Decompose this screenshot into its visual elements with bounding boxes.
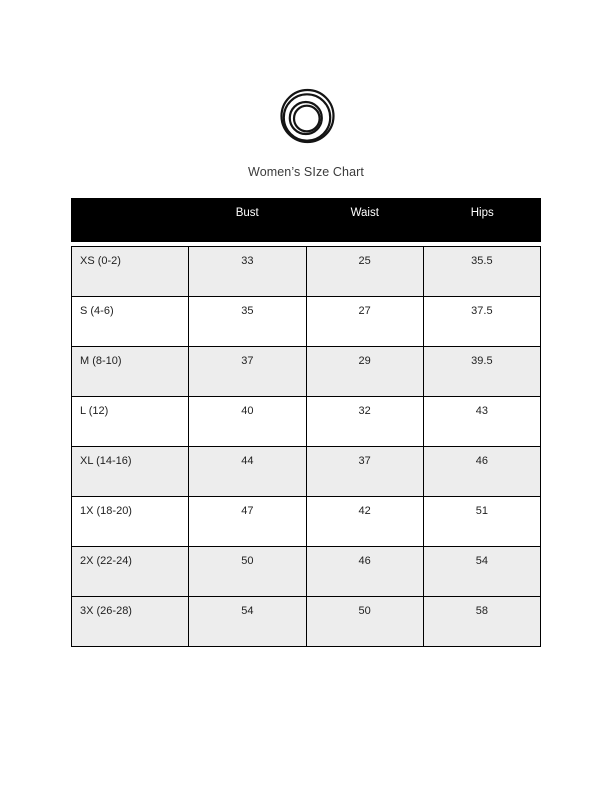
table-row: [72, 247, 541, 297]
spiral-logo-icon: [277, 87, 337, 147]
waist-value-cell: 32: [306, 397, 423, 447]
size-label-cell: XS (0-2): [72, 247, 189, 297]
size-label-cell: 1X (18-20): [72, 497, 189, 547]
size-label-cell: S (4-6): [72, 297, 189, 347]
bust-value-cell: 47: [189, 497, 306, 547]
hips-value-cell: 37.5: [423, 297, 540, 347]
waist-value-cell: 37: [306, 447, 423, 497]
waist-value-cell: 50: [306, 597, 423, 647]
size-chart-header-row: [71, 198, 541, 242]
bust-value-cell: 40: [189, 397, 306, 447]
waist-value-cell: 46: [306, 547, 423, 597]
bust-value-cell: 54: [189, 597, 306, 647]
waist-value-cell: 42: [306, 497, 423, 547]
size-label-cell: L (12): [72, 397, 189, 447]
size-label-cell: 3X (26-28): [72, 597, 189, 647]
hips-value-cell: 51: [423, 497, 540, 547]
size-label-cell: M (8-10): [72, 347, 189, 397]
waist-value-cell: 25: [306, 247, 423, 297]
waist-value-cell: 27: [306, 297, 423, 347]
bust-value-cell: 37: [189, 347, 306, 397]
hips-value-cell: 43: [423, 397, 540, 447]
bust-value-cell: 44: [189, 447, 306, 497]
table-row: [72, 597, 541, 647]
header-cell-waist: Waist: [350, 207, 379, 219]
hips-value-cell: 58: [423, 597, 540, 647]
size-chart: [71, 198, 541, 647]
table-row: [72, 447, 541, 497]
hips-value-cell: 46: [423, 447, 540, 497]
header-cell-hips: Hips: [470, 207, 494, 219]
size-label-cell: XL (14-16): [72, 447, 189, 497]
size-chart-table: [71, 246, 541, 647]
table-row: [72, 497, 541, 547]
waist-value-cell: 29: [306, 347, 423, 397]
bust-value-cell: 33: [189, 247, 306, 297]
header-cell-size: [71, 198, 189, 242]
bust-value-cell: 35: [189, 297, 306, 347]
bust-value-cell: 50: [189, 547, 306, 597]
table-row: [72, 547, 541, 597]
table-row: [72, 297, 541, 347]
table-row: [72, 397, 541, 447]
hips-value-cell: 39.5: [423, 347, 540, 397]
hips-value-cell: 54: [423, 547, 540, 597]
table-row: [72, 347, 541, 397]
header-cell-bust: Bust: [235, 207, 259, 219]
size-label-cell: 2X (22-24): [72, 547, 189, 597]
hips-value-cell: 35.5: [423, 247, 540, 297]
page-title: Women’s SIze Chart: [248, 165, 364, 179]
